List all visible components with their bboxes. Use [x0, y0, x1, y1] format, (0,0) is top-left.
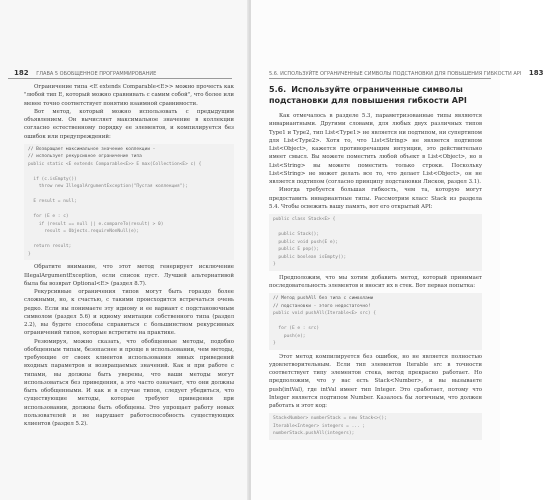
- right-running-header: [269, 69, 544, 79]
- right-page-content: [269, 83, 482, 443]
- code-line: public class Stack<E> {: [273, 217, 336, 222]
- code-line: if (result == null || e.compareTo(result) > 0): [28, 221, 164, 227]
- code-line: }: [273, 341, 276, 346]
- left-page-number: 182: [14, 69, 29, 77]
- code-line: return result;: [28, 244, 72, 250]
- section-title: Используйте ограниченные символы подстановки для повышения гибкости API: [269, 85, 467, 105]
- paragraph: Предположим, что мы хотим добавить метод, который принимает последовательность элементов и вносит их в стек. Вот первая попытка:: [269, 274, 482, 289]
- paragraph: Иногда требуется большая гибкость, чем та, которую могут предоставить инвариантные типы. Рассмотрим класс Stack из раздела 5.4. Чтобы освежить вашу память, вот его открытый API:: [269, 187, 482, 210]
- left-page-content: [24, 83, 234, 428]
- code-line: // Возвращает максимальное значение коллекции -: [28, 146, 156, 152]
- right-page-number: 183: [528, 69, 544, 77]
- left-running-header: [8, 69, 232, 79]
- paragraph: Вот метод, который можно использовать с предыдущим объявлением. Он вычисляет максимальное значение в коллекции согласно естественному порядку ее элементов, и компилируется без ошибок или предупреждений:: [24, 108, 234, 140]
- paragraph: Рекурсивные ограничения типов могут быть гораздо более сложными, но, к счастью, с такими происходится встречаться очень редко. Если вы понимаете эту идиому и ее вариант с подстановочным символом (раздел 5.6) и идиому имитации собственного типа (раздел 2.2), вы будете способны справиться с большинством рекурсивных ограничений типов, которые встретите на практике.: [24, 289, 234, 337]
- code-line: Stack<Number> numberStack = new Stack<>();: [273, 416, 387, 422]
- section-heading: [269, 85, 482, 106]
- code-line: if (c.isEmpty()): [28, 176, 77, 182]
- code-line: public static <E extends Comparable<E>> E max(Collection<E> c) {: [28, 161, 202, 167]
- paragraph: Этот метод компилируется без ошибок, но не является полностью удовлетворительным. Если тип элементов Iterable src в точности соответствует типу элементов стека, метод прекрасно работает. Но предположим, что у вас есть Stack<Number>, и вы вызываете push(intVal), где intVal имеет тип Integer. Это сработает, потому что Integer является подтипом Number. Казалось бы логичным, что должен работать и этот код:: [269, 353, 482, 409]
- code-line: // Метод pushAll без типа с символами: [273, 296, 374, 301]
- code-line: }: [28, 251, 31, 257]
- code-line: // подстановки - этого недостаточно!: [273, 303, 371, 309]
- code-listing: [269, 293, 482, 350]
- code-listing: [24, 144, 234, 261]
- code-listing: [269, 214, 482, 271]
- right-header-title: 5.6. ИСПОЛЬЗУЙТЕ ОГРАНИЧЕННЫЕ СИМВОЛЫ ПОДСТАНОВКИ ДЛЯ ПОВЫШЕНИЯ ГИБКОСТИ API: [269, 71, 522, 77]
- code-line: public void pushAll(Iterable<E> src) {: [273, 311, 376, 316]
- code-line: public E pop();: [273, 247, 320, 252]
- right-page: [251, 0, 544, 500]
- section-number: 5.6.: [269, 85, 287, 94]
- code-line: Iterable<Integer> integers = ... ;: [273, 423, 366, 429]
- code-line: public boolean isEmpty();: [273, 254, 347, 260]
- code-line: // использует рекурсивное ограничение типа: [28, 154, 142, 160]
- left-header-title: ГЛАВА 5 ОБОБЩЕННОЕ ПРОГРАММИРОВАНИЕ: [36, 71, 157, 77]
- code-line: result = Objects.requireNonNull(e);: [28, 229, 140, 235]
- paragraph: Ограничение типа <E extends Comparable<E>> можно прочесть как "любой тип E, который можно сравнивать с самим собой", что более или менее точно соответствует понятию взаимной сравнимости.: [24, 84, 234, 107]
- code-line: throw new IllegalArgumentException("Пустая коллекция");: [28, 184, 188, 190]
- code-line: }: [273, 262, 276, 267]
- paragraph: Резюмируя, можно сказать, что обобщенные методы, подобно обобщенным типам, безопаснее и проще в использовании, чем методы, требующие от своих клиентов использования явных приведений входных параметров и возвращаемых значений. Как и при работе с типами, вы должны быть уверены, что ваши методы могут использоваться без приведения, а это часто означает, что они должны быть обобщенными. И как и в случае типов, следует убедиться, что существующие методы, которые требуют приведения при использовании, должны быть обобщены. Это упрощает работу новых пользователей и не нарушает работоспособность существующих клиентов (раздел 5.2).: [24, 338, 234, 427]
- code-line: public void push(E e);: [273, 239, 339, 245]
- left-page: [0, 0, 249, 500]
- code-line: for (E e : src): [273, 326, 320, 331]
- paragraph: Обратите внимание, что этот метод генерирует исключение IllegalArgumentException, если список пуст. Лучшей альтернативой была бы возврат Optional<E> (раздел 8.7).: [24, 264, 234, 287]
- code-listing: [269, 413, 482, 440]
- code-line: for (E e : c): [28, 214, 69, 220]
- code-line: E result = null;: [28, 199, 77, 205]
- code-line: numberStack.pushAll(integers);: [273, 431, 355, 437]
- code-line: public Stack();: [273, 232, 320, 237]
- paragraph: Как отмечалось в разделе 5.3, параметризованные типы являются инвариантными. Другими словами, для любых двух различных типов Type1 и Type2, тип List<Type1> не является ни подтипом, ни супертипом для List<Type2>. Хотя то, что List<String> не является подтипом List<Object>, кажется противоречащим интуиции, это действительно имеет смысл. Вы можете поместить любой объект в List<Object>, но в List<String> вы можете поместить только строки. Поскольку List<String> не может делать все то, что делает List<Object>, он не является подтипом (согласно принципу подстановки Лисков, раздел 3.1).: [269, 113, 482, 185]
- code-line: push(e);: [273, 333, 306, 339]
